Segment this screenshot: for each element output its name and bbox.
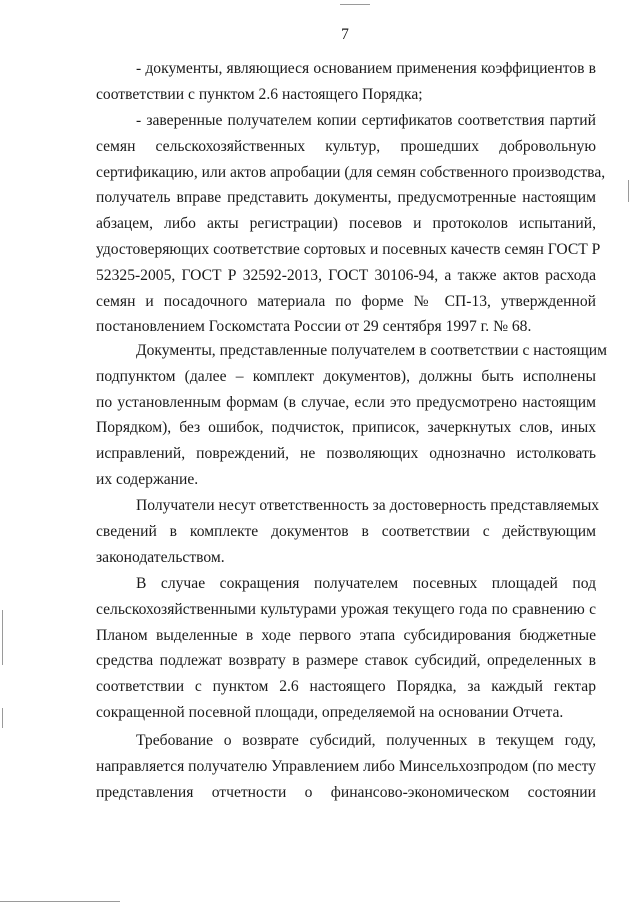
text-line: семян и посадочного материала по форме № СП-13, утвержденной [96,292,596,310]
text-line: получатель вправе представить документы, предусмотренные настоящим [96,189,596,207]
paragraph-certificates [96,108,606,340]
scan-mark-top [340,4,370,5]
paragraph-refund-demand [96,728,596,805]
text-line: сертификацию, или актов апробации (для семян собственного производства, [96,163,606,181]
text-line: подпунктом (далее – комплект документов), должны быть исполнены [96,367,596,385]
text-line: законодательством. [96,548,225,566]
page-number: 7 [341,26,349,43]
text-line: сельскохозяйственными культурами урожая текущего года по сравнению с [96,600,596,618]
text-line: Порядком), без ошибок, подчисток, приписок, зачеркнутых слов, иных [96,419,596,437]
text-line: исправлений, повреждений, не позволяющих однозначно истолковать [96,445,596,463]
scan-mark-left-2 [2,708,3,728]
text-line: 52325-2005, ГОСТ Р 32592-2013, ГОСТ 30106-94, а также актов расхода [96,266,596,284]
text-line: сокращенной посевной площади, определяемой на основании Отчета. [96,703,564,721]
text-line: их содержание. [96,470,199,488]
text-line: - документы, являющиеся основанием применения коэффициентов в [136,60,596,77]
text-line: постановлением Госкомстата России от 29 сентября 1997 г. № 68. [96,318,532,336]
paragraph-area-reduction [96,571,596,726]
paragraph-responsibility [96,493,600,570]
text-line: средства подлежат возврату в размере ставок субсидий, определенных в [96,652,596,670]
text-line: удостоверяющих соответствие сортовых и посевных качеств семян ГОСТ Р [96,240,601,258]
text-line: Требование о возврате субсидий, полученных в текущем году, [136,732,596,749]
text-line: - заверенные получателем копии сертификатов соответствия партий [136,112,596,129]
scan-mark-bottom [0,901,120,902]
text-line: абзацем, либо акты регистрации) посевов и протоколов испытаний, [96,215,596,233]
paragraph-document-set [96,338,607,493]
text-line: сведений в комплекте документов в соответствии с действующим [96,522,596,540]
scan-mark-left-1 [2,610,3,665]
text-line: представления отчетности о финансово-экономическом состоянии [96,783,596,801]
text-line: соответствии с пунктом 2.6 настоящего Порядка, за каждый гектар [96,678,596,696]
paragraph-coefficients [96,56,596,108]
text-line: по установленным формам (в случае, если это предусмотрено настоящим [96,393,596,411]
text-line: семян сельскохозяйственных культур, прошедших добровольную [96,137,596,155]
text-line: Документы, представленные получателем в соответствии с настоящим [136,342,607,359]
text-line: Планом выделенные в ходе первого этапа субсидирования бюджетные [96,626,596,644]
text-line: В случае сокращения получателем посевных площадей под [136,575,596,592]
text-line: Получатели несут ответственность за достоверность представляемых [136,497,600,514]
scan-mark-right [628,180,629,202]
text-line: направляется получателю Управлением либо Минсельхозпродом (по месту [96,757,596,775]
text-line: соответствии с пунктом 2.6 настоящего Порядка; [96,85,423,103]
